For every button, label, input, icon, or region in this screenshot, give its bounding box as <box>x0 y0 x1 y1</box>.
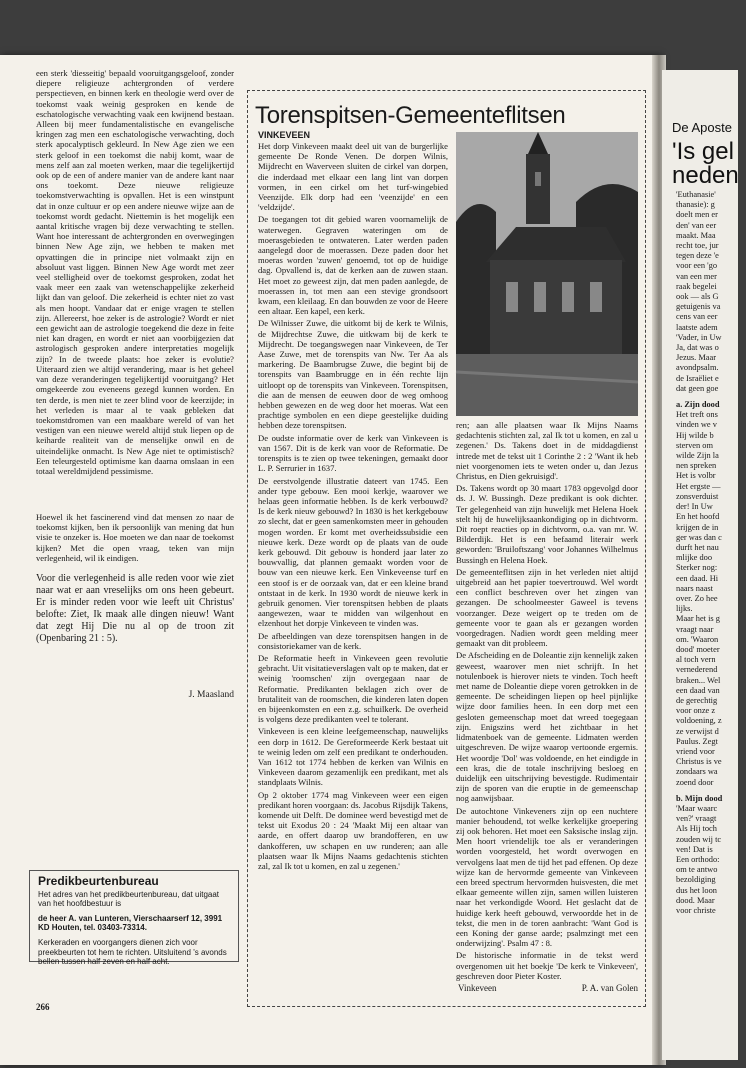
right-page-line: zouden wij tc <box>676 834 722 844</box>
right-page-line: Maar het is g <box>676 614 720 624</box>
right-page-line: En het hoofd <box>676 512 720 522</box>
right-page-line: al toch vern <box>676 655 716 665</box>
right-page-line: Het treft ons <box>676 410 718 420</box>
right-page-header: De Aposte <box>672 120 732 135</box>
right-page-line: Jezus. Maar <box>676 353 716 363</box>
right-page-line: vinden we v <box>676 420 717 430</box>
right-page-line: dus het loon <box>676 885 717 895</box>
paragraph: Vinkeveen is een kleine leefgemeenschap, nauwelijks een dorp in 1612. De Gereformeerde Kerk bestaat uit te weinig leden om zelf een predikant te onderhouden. Van 1612 tot 1774 hebben de kerken van Wilnis en Vinkeveen daarom gezamenlijk een predikant, met als standplaats Wilnis. <box>258 726 448 788</box>
right-page-line: zonsverduist <box>676 491 719 501</box>
right-page-line: voor onze z <box>676 706 716 716</box>
left-column-text <box>36 68 234 508</box>
right-page-line: Ja, dat was o <box>676 343 719 353</box>
right-page-line: braken... Wel <box>676 675 721 685</box>
right-page-line: om. 'Waaron <box>676 634 719 644</box>
paragraph: Hoewel ik het fascinerend vind dat mensen zo naar de toekomst kijken, ben ik persoonlijk van mening dat hun visie te onzeker is. Hoe moeten we dan naar de toekomst kijken? Met die open vraag, teken van mijn verlegenheid, wil ik eindigen. <box>36 512 234 563</box>
right-page-line: Het is volbr <box>676 471 716 481</box>
article-column-b <box>456 420 638 981</box>
article-location: VINKEVEEN <box>258 130 311 140</box>
right-page-line: Paulus. Zegt <box>676 736 718 746</box>
paragraph: Op 2 oktober 1774 mag Vinkeveen weer een eigen predikant horen voorgaan: ds. Jacobus Rijsdijk Takens, komende uit Delft. De dominee werd bevestigd met de tekst uit Exodus 20 : 24 'Maakt Mij een altaar van aarde, en offert daarop uw brandofferen, en uw dankofferen, uw schapen en uw runderen; aan alle plaatsen waar Ik Mijns Naams gedachtenis stichten zal, zal Ik tot u komen, en zal u zegenen.' <box>258 789 448 872</box>
right-page-line: voor een 'go <box>676 261 718 271</box>
paragraph: De eerstvolgende illustratie dateert van 1745. Een ander type gebouw. Een mooi kerkje, waarover we helaas geen informatie hebben. Is de kerk verbouwd? Is de kerk nieuw gebouwd? In 1830 is het kerkgebouw zo slecht, dat er geen samenkomsten meer in gehouden mogen worden. Er komt met overheidssubsidie een nieuwe kerk. Deze wordt op de plaats van de oude kerk gebouwd. Dit gebouw is honderd jaar later zo bouwvallig, dat plannen gemaakt worden voor de bouw van een nieuwe kerk. Een Vinkeveense turf en een stoof is er de oorzaak van, dat er een kleine brand ontstaat in de kerk. In 1930 wordt de nieuwe kerk in gebruik genomen. Vier torenspitsen hebben de plaats aangewezen, waar te midden van wilgenhout en elzenhout het dorpje Vinkeveen te vinden was. <box>258 475 448 629</box>
box-title: Predikbeurtenbureau <box>38 874 159 888</box>
right-page-line: mlijke doo <box>676 553 713 563</box>
right-page-line: durft het nau <box>676 542 719 552</box>
right-page-line: ven?' vraagt <box>676 814 717 824</box>
right-page-line: voor christe <box>676 906 716 916</box>
right-page-line: van een mer <box>676 271 717 281</box>
predikbeurten-box <box>29 870 239 967</box>
right-page-line: over. Zo hee <box>676 593 718 603</box>
right-page-line: 'Maar waarc <box>676 803 718 813</box>
church-photo <box>456 132 638 416</box>
article-place: Vinkeveen <box>458 983 497 993</box>
right-page-line: maakt. Maa <box>676 230 716 240</box>
right-page-line: ger was dan c <box>676 532 722 542</box>
right-page-line: der! In Uw <box>676 502 713 512</box>
right-page-line: dood' moeter <box>676 644 720 654</box>
right-page-line: doelt men er <box>676 210 718 220</box>
right-page-line: zondaars wa <box>676 767 718 777</box>
right-page-line: de gerechtig <box>676 695 718 705</box>
right-page-line: den' van eer <box>676 220 717 230</box>
paragraph: Ds. Takens wordt op 30 maart 1783 opgevolgd door ds. J. W. Bussingh. Deze predikant is ook dichter. Ter gelegenheid van zijn huwelijk met Helena Hoek stelt hij de huwelijksaankondiging op in dichtvorm. Dit roept reacties op in dichtvorm, o.a. van mr. W. Bilderdijk. Het is een befaamd literair werk geworden: 'Bruiloftszang' voor Johannes Wilhelmus Bussingh en Helena Hoek. <box>456 483 638 565</box>
right-page-line: vraagt naar <box>676 624 714 634</box>
right-page-text <box>676 190 746 916</box>
right-page-line: een daad. Hi <box>676 573 719 583</box>
right-page-line: Als Hij toch <box>676 824 717 834</box>
right-page-line: 'Vader, in Uw <box>676 332 722 342</box>
paragraph: De autochtone Vinkeveners zijn op een nuchtere manier behoudend, tot welke kerkelijke groepering zij ook behoren. Het moet een Saksische inslag zijn. Men hoort vriendelijk toe als er veranderingen worden voorgesteld, het wordt overwogen en vervolgens laat men de tijd het pad effenen. Op deze wijze kan de hervormde gemeente van Vinkeveen een breed spectrum hervormden huisvesten, die met elkaar gemeente willen zijn, samen willen luisteren naar het verkondigde Woord. Het geslacht dat de huidige kerk heeft gebouwd, verwoordde het in de tekst, die men in de toren aanbracht: 'Want God is een Koning der ganse aarde; psalmzingt met een onderwijzing'. Psalm 47 : 8. <box>456 805 638 949</box>
right-page-title-1: 'Is gel <box>672 138 734 165</box>
left-column-text-cont <box>36 512 234 645</box>
right-page-line: krijgen de in <box>676 522 719 532</box>
right-page-line: dat geen goe <box>676 383 719 393</box>
paragraph: De gemeenteflitsen zijn in het verleden niet altijd uitgebreid aan het papier toevertrouwd. Wel wordt een conflict beschreven over het zingen van gezangen. De schoolmeester Gaweel is tevens voorzanger. Deze weigert op te treden om de gemeente voor te gaan als er gezangen worden voorgedragen. Nadien wordt geen melding meer gemaakt van dit probleem. <box>456 566 638 649</box>
right-page-line: vernederend <box>676 665 718 675</box>
box-text: Kerkeraden en voorgangers dienen zich voor preekbeurten tot hem te richten. Uitsluitend 's avonds bellen tussen half zeven en half acht. <box>38 937 227 967</box>
article-title: Torenspitsen-Gemeenteflitsen <box>255 102 566 129</box>
page-number: 266 <box>36 1002 50 1012</box>
paragraph: Het dorp Vinkeveen maakt deel uit van de burgerlijke gemeente De Ronde Venen. De dorpen Wilnis, Mijdrecht en Waverveen sluiten de cirkel van dorpen, die inderdaad met elkaar een lang lint van dorpen vormen, in een cirkel om het turf-wingebied Veenzijde. Elk dorp had een 'veenzijde' en een 'veldzijde'. <box>258 141 448 213</box>
right-page-line: Sterker nog: <box>676 563 718 573</box>
right-page-line: b. Mijn dood <box>676 793 723 803</box>
right-page-line: Hij wilde b <box>676 430 714 440</box>
paragraph: Voor die verlegenheid is alle reden voor wie ziet naar wat er aan vreselijks om ons heen gebeurt. Er is minder reden voor wie leeft uit Christus' belofte: Ziet, Ik maak alle dingen nieuw! Want dat zegt Hij Die nu al op de troon zit (Openbaring 21 : 5). <box>36 573 234 645</box>
right-page-line: cens van eer <box>676 312 718 322</box>
right-page-line: voldoening, z <box>676 716 722 726</box>
right-page-line: sterven om <box>676 440 713 450</box>
right-page-line: getuigenis va <box>676 302 721 312</box>
paragraph: De historische informatie in de tekst werd overgenomen uit het boekje 'De kerk te Vinkeveen', geschreven door Pieter Koster. <box>456 950 638 981</box>
paragraph: De afbeeldingen van deze torenspitsen hangen in de consistoriekamer van de kerk. <box>258 630 448 651</box>
right-page-line: Het ergste — <box>676 481 721 491</box>
right-page-line: a. Zijn dood <box>676 400 720 410</box>
right-page-line: Een orthodo: <box>676 855 720 864</box>
right-page-line: recht toe, jur <box>676 241 719 251</box>
right-page-line: de Israëliet e <box>676 373 719 383</box>
right-page-line: dood. Maar <box>676 895 715 905</box>
right-page-line: avondpsalm. <box>676 363 719 373</box>
right-page-line: lijks. <box>676 604 693 614</box>
right-page-line: laatste adem <box>676 322 718 332</box>
right-page-line: ook — als G <box>676 292 719 302</box>
box-address: de heer A. van Lunteren, Vierschaarserf 12, 3991 KD Houten, tel. 03403-73314. <box>38 913 223 933</box>
right-page-line: een daad van <box>676 685 720 695</box>
article-author: P. A. van Golen <box>581 983 638 993</box>
right-page-line: Christus is ve <box>676 757 722 767</box>
right-page-line: om te antwo <box>676 865 718 875</box>
church-illustration <box>456 132 638 416</box>
article-column-a <box>258 141 448 986</box>
right-page-line: wilde Zijn la <box>676 451 719 461</box>
paragraph: De Reformatie heeft in Vinkeveen geen revolutie gebracht. Uit visitatieverslagen valt op te maken, dat er weinig 'roomschen' zijn overgegaan naar de Reformatie. Predikanten beklagen zich over de brutaliteit van de roomschen, die kinderen laten dopen en bijeenkomsten en een z.g. schuilkerk. De overheid is volgens deze predikanten veel te tolerant. <box>258 652 448 725</box>
paragraph: De oudste informatie over de kerk van Vinkeveen is van 1567. Dit is de kerk van voor de Reformatie. De torenspits is te zien op twee tekeningen, gemaakt door L. P. Serrurier in 1637. <box>258 432 448 474</box>
paragraph: De toegangen tot dit gebied waren voornamelijk de waterwegen. Gegraven wateringen om de moerasgebieden te ontwateren. Later werden paden aangelegd door de moerassen. Deze paden door het moeras worden 'zuwen' genoemd, tot op de huidige dag. Opvallend is, dat de kerken aan de zuwen staan. Het moet zo geweest zijn, dat men paden aanlegde, de moerassen in, tot men aan een stevige grondsoort kwam, een kleilaag. En dan bouwden ze voor de Heere een altaar. Een kapel, een kerk. <box>258 214 448 317</box>
right-page-title-2: neden <box>672 162 739 189</box>
right-page-line: ze verwijst d <box>676 726 719 736</box>
right-page-line: nen spreken <box>676 461 717 471</box>
right-page-line: zoend door <box>676 777 714 787</box>
paragraph: De Wilnisser Zuwe, die uitkomt bij de kerk te Wilnis, de Mijdrechtse Zuwe, die uitkwam bij de kerk te Mijdrecht. De toegangswegen naar Vinkeveen, de Ter Aase Zuwe, met de torenspits van Nw. Ter Aa als markering. De Baambrugse Zuwe, die begint bij de torenspits van Baambrugge en in één rechte lijn uitloopt op de torenspits van Vinkeveen. Torenspitsen, die aan de mensen de eeuwen door de weg omhoog hebben gewezen en de weg door het moeras. Wat een prachtige symbolen en een diepe geestelijke duiding hebben deze torenspitsen. <box>258 318 448 431</box>
signature: J. Maasland <box>188 690 234 700</box>
right-page-line: 'Euthanasie' <box>676 190 716 199</box>
right-page-line: tegen deze 'e <box>676 251 719 261</box>
paragraph: De Afscheiding en de Doleantie zijn kennelijk zaken geweest, waarover men niet schrijft. In het notulenboek is hierover niets te vinden. Toch heeft met name de Doleantie diepe voren getrokken in de gemeente. De scheidingen liepen op heel pijnlijke wijze door families heen. In een dorp met een gesloten gemeenschap moet dat wreed toegegaan zijn. Enigszins werd het zichtbaar in het lidmatenboek van de gemeente. Lidmaten werden uitgeschreven. De wijze waarop vertoonde ergernis. Het woordje 'Dol' was voldoende, en het eindigde in een kras, die de totale inschrijving besloeg en duidelijk een uitschrijving bevestigde. Rudimentair zijn de sporen van die eruptie in de gemeenschap nog aanwijsbaar. <box>456 650 638 804</box>
paragraph: ren; aan alle plaatsen waar Ik Mijns Naams gedachtenis stichten zal, zal Ik tot u komen, en zal u zegenen.' Ds. Takens doet in de middagdienst intrede met de tekst uit 1 Corinthe 2 : 2 'Want ik heb niet voorgenomen iets te weten onder u, dan Jezus Christus, en Dien gekruisigd'. <box>456 420 638 482</box>
article-footer <box>458 983 638 993</box>
right-page-line: naars naast <box>676 583 713 593</box>
right-page-line: bezoldiging <box>676 875 716 885</box>
right-page-line: thanasie): g <box>676 200 715 210</box>
right-page-line: ven! Dat is <box>676 844 713 854</box>
box-text: Het adres van het predikbeurtenbureau, dat uitgaat van het hoofdbestuur is <box>38 889 220 909</box>
paragraph: een sterk 'diesseitig' bepaald vooruitgangsgeloof, zonder diepere religieuze achtergronden of verdere perspectieven, en binnen kerk en theologie werd over de toekomst vaak weinig gesproken en kende de eschatologische verwachting vaak een kwijnend bestaan. Alleen bij meer fundamentalistische en evangelische kringen zag men een eschatologische verwachting, doch sterk apocalyptisch gekleurd. In New Age zien we een sterk geloof in een toekomst die nabij komt, waar de mens zelf aan zal moeten werken, maar die tegelijkertijd ook op de een of andere manier van de andere kant naar ons toekomt. Deze nieuwe religieuze toekomstverwachting is opvallen. Het is een winstpunt dat in onze cultuur er op een andere nieuwe wijze aan de toekomst wordt gedacht. Niettemin is het mogelijk een aantal kritische vragen bij deze verwachting te stellen. Want hoe interessant de achtergronden en overwegingen binnen New Age zijn, we hebben te maken met opvattingen die in principe niet volmaakt zijn en absoluut vast liggen. Binnen New Age wordt met zeer veel stelligheid over de toekomst gesproken, zodat het vaak meer een zaak van wetenschappelijke zekerheid lijkt dan van geloof. Die zekerheid is echter niet zo vast als men hoopt. Vandaar dat er enige vragen te stellen zijn. Allereerst, hoe zeker is de astrologie? Wordt er niet een gewicht aan de astrologie toegekend die deze in feite niet kan dragen, en wordt er niet aan voorbijgezien dat astrologisch gesproken andere interpretaties mogelijk zijn? In de tweede plaats: hoe zeker is evolutie? Uiteraard zien we altijd verandering, maar is het geheel van deze veranderingen tegelijkertijd vooruitgang? Het omgekeerde zou eveneens gezegd kunnen worden. En ten derde, is men niet te zeer blind voor de keerzijde; in het verleden is maar al te vaak gebleken dat toekomstdromen van een maakbare wereld of van het vestigen van een nieuwe wereld altijd stuk liepen op de keiharde realiteit van de menselijke onwil en de uiteindelijke onmacht. Is New Age niet te optimistisch? Een teleurgesteld optimisme kan daarna omslaan in een totaal wereldmijdend pessimisme. <box>36 68 234 476</box>
right-page-line: vriend voor <box>676 746 715 756</box>
right-page-line: raak begelei <box>676 281 717 291</box>
